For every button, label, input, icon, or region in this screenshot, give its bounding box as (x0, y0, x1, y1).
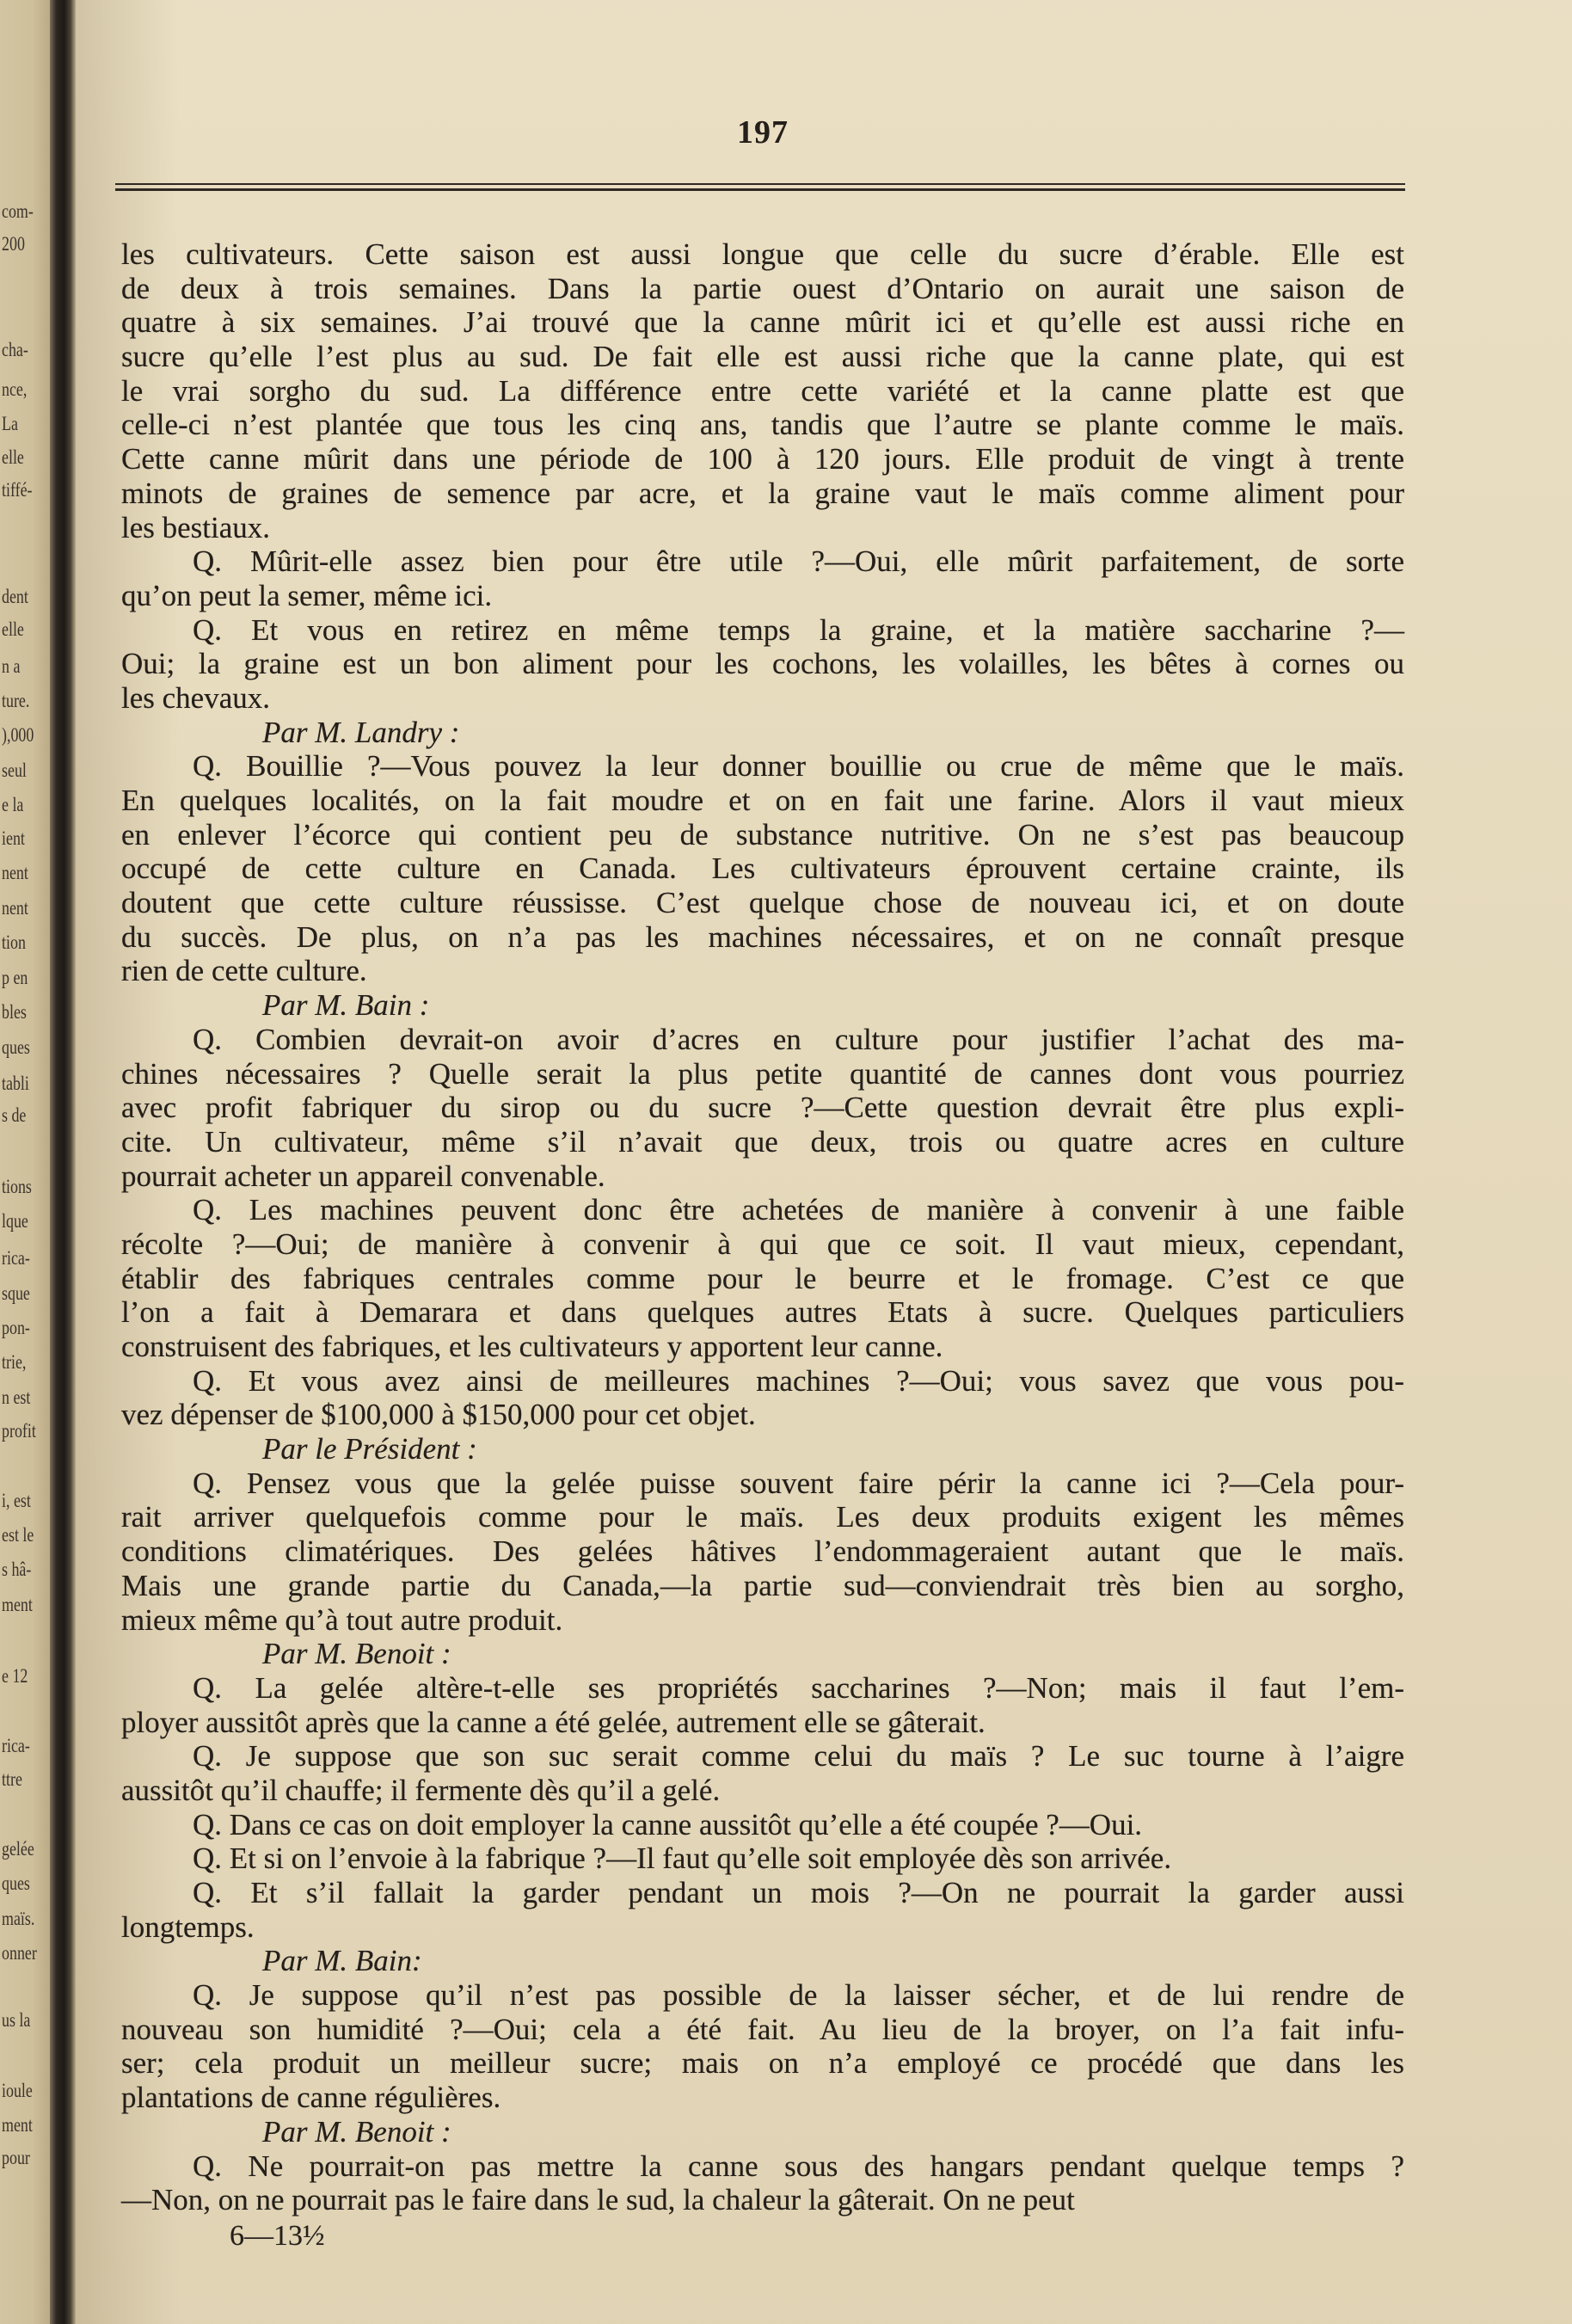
text-line: En quelques localités, on la fait moudre et on en fait une farine. Alors il vaut mieux (121, 784, 1404, 817)
facing-page-fragment: s hâ- (2, 1559, 32, 1580)
facing-page-fragment: tabli (2, 1073, 29, 1094)
text-line: Q. Les machines peuvent donc être achetées de manière à convenir à une faible (193, 1193, 1404, 1227)
speaker-heading (121, 988, 1404, 1023)
facing-page-fragment: ioule (2, 2080, 33, 2101)
text-line: du succès. De plus, on n’a pas les machines nécessaires, et on ne connaît presque (121, 919, 1404, 954)
text-line: Par M. Bain: (262, 1944, 422, 1978)
text-line: Q. Et vous avez ainsi de meilleures machines ?—Oui; vous savez que vous pou- (193, 1363, 1404, 1398)
facing-page-fragment: elle (2, 446, 24, 468)
facing-page-fragment: tion (2, 931, 26, 953)
text-line: Oui; la graine est un bon aliment pour les cochons, les volailles, les bêtes à cornes ou (121, 647, 1404, 681)
facing-page-fragment: ture. (2, 690, 30, 711)
text-line: Q. Ne pourrait-on pas mettre la canne sous des hangars pendant quelque temps ? (193, 2149, 1404, 2183)
facing-page-fragment: est le (2, 1524, 34, 1546)
facing-page-fragment: lque (2, 1210, 28, 1232)
text-line: avec profit fabriquer du sirop ou du sucre ?—Cette question devrait être plus expli- (121, 1091, 1404, 1125)
text-line: ser; cela produit un meilleur sucre; mais on n’a employé ce procédé que dans les (121, 2046, 1404, 2081)
speaker-heading (121, 1637, 1404, 1671)
text-line: Q. Et s’il fallait la garder pendant un mois ?—On ne pourrait la garder aussi (193, 1876, 1404, 1909)
text-line: les cultivateurs. Cette saison est aussi longue que celle du sucre d’érable. Elle est (121, 237, 1404, 271)
facing-page-fragment: s de (2, 1104, 27, 1126)
text-line: doutent que cette culture réussisse. C’est quelque chose de nouveau ici, et on doute (121, 886, 1404, 920)
facing-page-fragment: trie, (2, 1351, 27, 1373)
facing-page-fragment: nent (2, 897, 28, 919)
text-line: occupé de cette culture en Canada. Les cultivateurs éprouvent certaine crainte, ils (121, 852, 1404, 886)
speaker-heading (121, 716, 1404, 750)
facing-page-fragment: ques (2, 1872, 30, 1894)
facing-page-fragment: us la (2, 2009, 31, 2031)
text-line: celle-ci n’est plantée que tous les cinq ans, tandis que l’autre se plante comme le maïs. (121, 408, 1404, 442)
text-line: Q. Combien devrait-on avoir d’acres en culture pour justifier l’achat des ma- (193, 1022, 1404, 1056)
text-line: conditions climatériques. Des gelées hâtives l’endommageraient autant que le maïs. (121, 1534, 1404, 1569)
facing-page-fragment: seul (2, 759, 27, 781)
question-paragraph (121, 544, 1404, 612)
text-line: récolte ?—Oui; de manière à convenir à qui que ce soit. Il vaut mieux, cependant, (121, 1227, 1404, 1261)
text-line: qu’on peut la semer, même ici. (121, 578, 493, 612)
text-line: pourrait acheter un appareil convenable. (121, 1159, 605, 1193)
text-line: le vrai sorgho du sud. La différence entre cette variété et la canne platte est que (121, 373, 1404, 408)
facing-page-edge (0, 0, 53, 2324)
facing-page-fragment: e 12 (2, 1665, 28, 1687)
text-line: ployer aussitôt après que la canne a été gelée, autrement elle se gâterait. (121, 1705, 986, 1739)
speaker-heading (121, 2115, 1404, 2149)
facing-page-fragment: onner (2, 1942, 37, 1964)
facing-page-fragment: i, est (2, 1490, 31, 1511)
facing-page-fragment: tiffé- (2, 479, 33, 501)
text-line: Q. Dans ce cas on doit employer la canne aussitôt qu’elle a été coupée ?—Oui. (193, 1807, 1143, 1841)
text-line: Par M. Bain : (262, 988, 430, 1023)
facing-page-fragment: pour (2, 2147, 30, 2168)
text-line: établir des fabriques centrales comme pour le beurre et le fromage. C’est ce que (121, 1261, 1404, 1295)
page-body (121, 237, 1404, 2217)
facing-page-fragment: dent (2, 586, 28, 607)
text-line: construisent des fabriques, et les cultivateurs y apportent leur canne. (121, 1330, 943, 1363)
question-paragraph (121, 2149, 1404, 2217)
text-line: quatre à six semaines. J’ai trouvé que la canne mûrit ici et qu’elle est aussi riche en (121, 305, 1404, 340)
question-paragraph (121, 1671, 1404, 1739)
facing-page-fragment: ment (2, 1594, 33, 1615)
facing-page-fragment: profit (2, 1420, 36, 1442)
header-rule (115, 183, 1405, 191)
text-line: cite. Un cultivateur, même s’il n’avait que deux, trois ou quatre acres en culture (121, 1124, 1404, 1159)
text-line: Par M. Benoit : (262, 2114, 451, 2149)
question-paragraph (121, 1876, 1404, 1944)
facing-page-fragment: tions (2, 1176, 32, 1197)
facing-page-fragment: sque (2, 1282, 30, 1304)
facing-page-fragment: nent (2, 862, 28, 883)
question-paragraph (121, 1466, 1404, 1637)
text-line: chines nécessaires ? Quelle serait la plus petite quantité de cannes dont vous pourriez (121, 1056, 1404, 1091)
facing-page-fragment: ment (2, 2114, 33, 2136)
facing-page-fragment: ient (2, 827, 25, 849)
page-number: 197 (737, 114, 789, 151)
facing-page-fragment: cha- (2, 339, 28, 360)
printer-signature: 6—13½ (230, 2220, 325, 2252)
book-binding-gutter (50, 0, 76, 2324)
facing-page-fragment: gelée (2, 1838, 34, 1860)
facing-page-fragment: p en (2, 967, 28, 988)
text-line: Q. Pensez vous que la gelée puisse souvent faire périr la canne ici ?—Cela pour- (193, 1466, 1404, 1500)
facing-page-fragment: ttre (2, 1768, 22, 1790)
facing-page-fragment: elle (2, 618, 24, 640)
question-paragraph (121, 1364, 1404, 1432)
question-paragraph (121, 1739, 1404, 1807)
facing-page-fragment: bles (2, 1001, 27, 1023)
paragraph (121, 237, 1404, 544)
facing-page-fragment: La (2, 413, 18, 434)
text-line: les bestiaux. (121, 510, 271, 544)
text-line: rien de cette culture. (121, 954, 367, 988)
text-line: Cette canne mûrit dans une période de 100 à 120 jours. Elle produit de vingt à trente (121, 442, 1404, 476)
speaker-heading (121, 1432, 1404, 1466)
facing-page-fragment: ques (2, 1036, 30, 1058)
question-paragraph (121, 1193, 1404, 1363)
facing-page-fragment: e la (2, 794, 24, 815)
text-line: Par M. Landry : (262, 715, 460, 749)
facing-page-fragment: com- (2, 200, 34, 222)
text-line: Q. Je suppose qu’il n’est pas possible de la laisser sécher, et de lui rendre de (193, 1978, 1404, 2013)
text-line: aussitôt qu’il chauffe; il fermente dès qu’il a gelé. (121, 1773, 721, 1807)
facing-page-fragment: 200 (2, 233, 25, 255)
text-line: minots de graines de semence par acre, et la graine vaut le maïs comme aliment pour (121, 476, 1404, 510)
facing-page-fragment: nce, (2, 378, 28, 400)
text-line: Mais une grande partie du Canada,—la partie sud—conviendrait très bien au sorgho, (121, 1568, 1404, 1602)
text-line: vez dépenser de $100,000 à $150,000 pour cet objet. (121, 1398, 756, 1432)
question-paragraph (121, 1841, 1404, 1876)
text-line: l’on a fait à Demarara et dans quelques autres Etats à sucre. Quelques particuliers (121, 1295, 1404, 1330)
text-line: Q. Je suppose que son suc serait comme celui du maïs ? Le suc tourne à l’aigre (193, 1739, 1404, 1774)
question-paragraph (121, 1023, 1404, 1193)
text-line: Q. Et si on l’envoie à la fabrique ?—Il faut qu’elle soit employée dès son arrivée. (193, 1841, 1172, 1876)
text-line: Par M. Benoit : (262, 1637, 451, 1671)
facing-page-fragment: maïs. (2, 1908, 35, 1929)
text-line: Par le Président : (262, 1432, 477, 1466)
speaker-heading (121, 1944, 1404, 1978)
text-line: mieux même qu’à tout autre produit. (121, 1602, 563, 1637)
facing-page-fragment: n a (2, 655, 21, 677)
text-line: Q. Mûrit-elle assez bien pour être utile ?—Oui, elle mûrit parfaitement, de sorte (193, 544, 1404, 579)
text-line: de deux à trois semaines. Dans la partie ouest d’Ontario on aurait une saison de (121, 271, 1404, 305)
question-paragraph (121, 1808, 1404, 1842)
text-line: sucre qu’elle l’est plus au sud. De fait elle est aussi riche que la canne plate, qui est (121, 340, 1404, 374)
facing-page-fragment: ),000 (2, 724, 34, 746)
facing-page-fragment: rica- (2, 1735, 30, 1756)
facing-page-fragment: pon- (2, 1317, 30, 1338)
facing-page-fragment: n est (2, 1386, 31, 1408)
text-line: Q. La gelée altère-t-elle ses propriétés saccharines ?—Non; mais il faut l’em- (193, 1670, 1404, 1705)
text-line: nouveau son humidité ?—Oui; cela a été fait. Au lieu de la broyer, on l’a fait infu- (121, 2012, 1404, 2046)
question-paragraph (121, 749, 1404, 988)
text-line: rait arriver quelquefois comme pour le maïs. Les deux produits exigent les mêmes (121, 1500, 1404, 1534)
text-line: longtemps. (121, 1909, 255, 1944)
text-line: —Non, on ne pourrait pas le faire dans le sud, la chaleur la gâterait. On ne peut (121, 2183, 1075, 2217)
question-paragraph (121, 1978, 1404, 2115)
text-line: Q. Bouillie ?—Vous pouvez la leur donner bouillie ou crue de même que le maïs. (193, 749, 1404, 784)
facing-page-fragment: rica- (2, 1247, 30, 1269)
text-line: en enlever l’écorce qui contient peu de substance nutritive. On ne s’est pas beaucoup (121, 817, 1404, 852)
text-line: Q. Et vous en retirez en même temps la graine, et la matière saccharine ?— (193, 612, 1404, 647)
text-line: les chevaux. (121, 680, 270, 715)
text-line: plantations de canne régulières. (121, 2081, 501, 2115)
question-paragraph (121, 613, 1404, 716)
